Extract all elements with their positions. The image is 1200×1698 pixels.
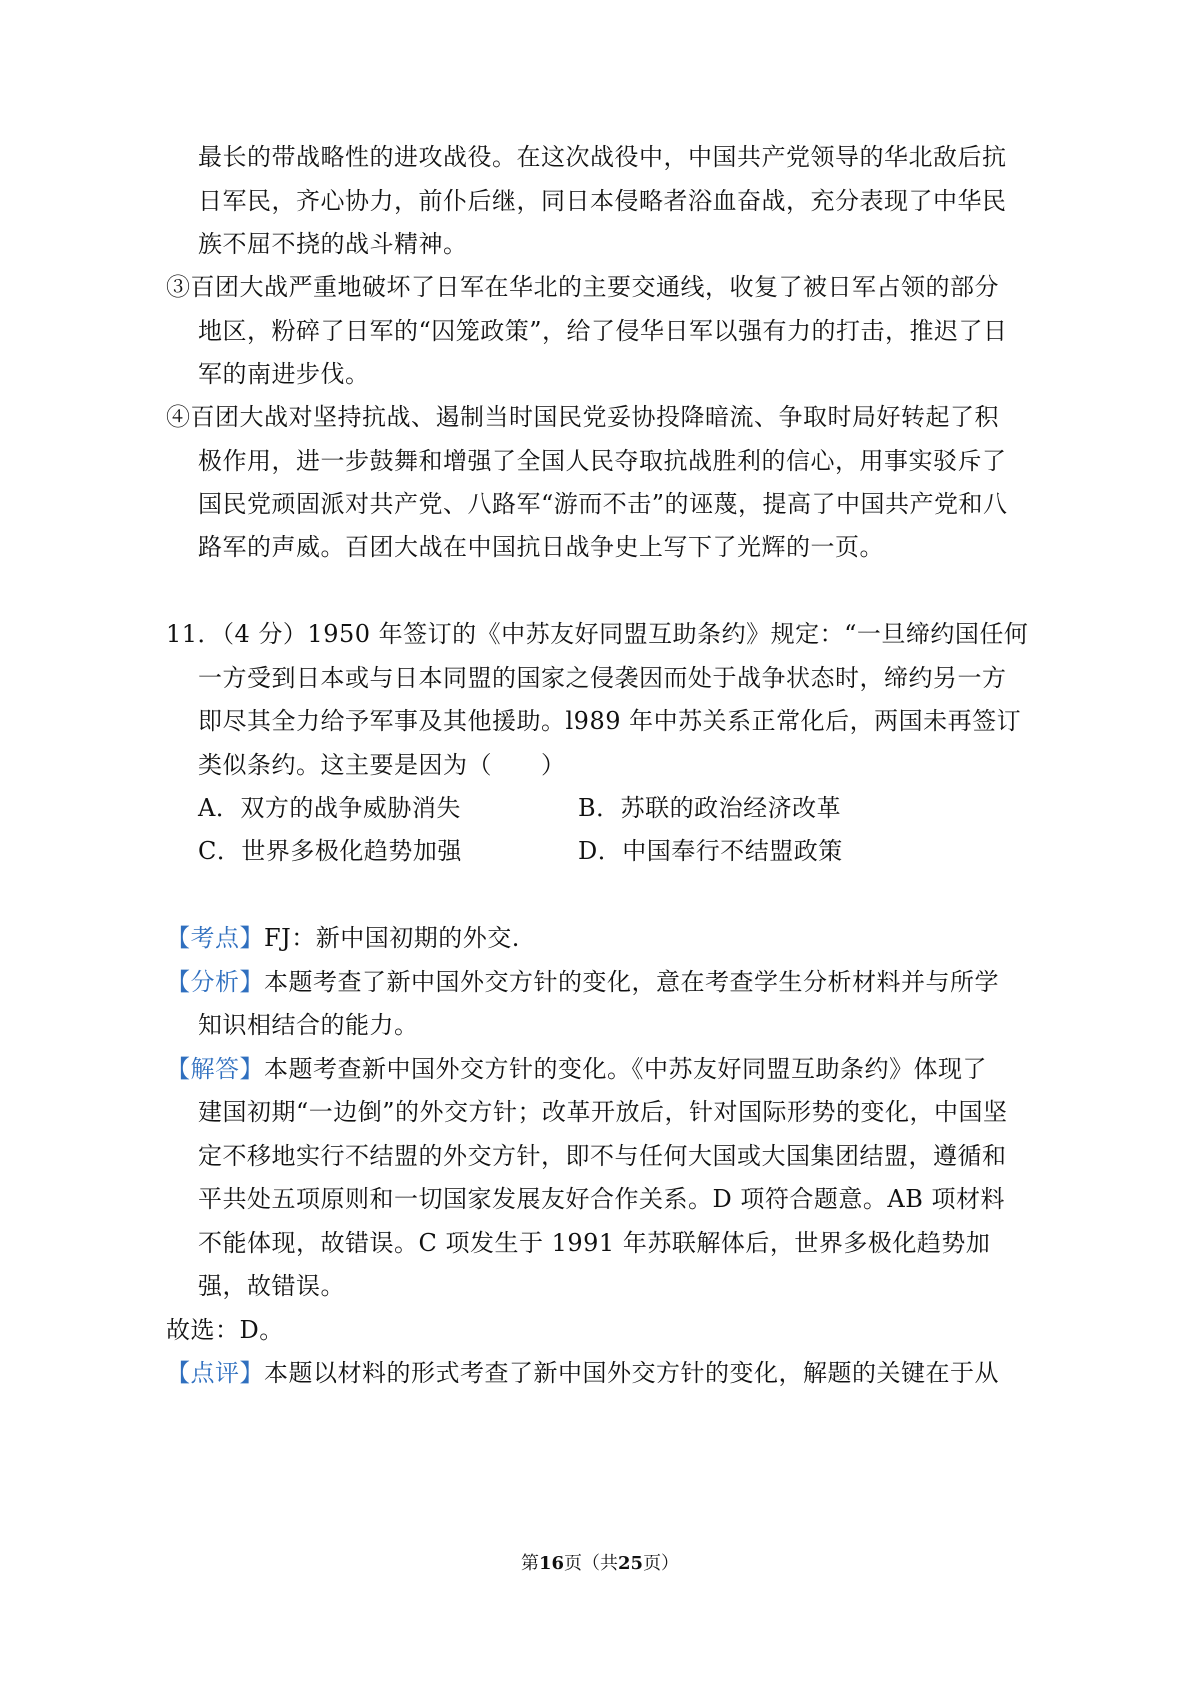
fenxi-text: 知识相结合的能力。 [198, 1011, 419, 1039]
fenxi-line [166, 965, 999, 999]
dianping-line [166, 1356, 999, 1390]
option-a: A．双方的战争威胁消失 [198, 794, 461, 822]
dianping-tag: 【点评】 [166, 1359, 264, 1387]
answer-line: 故选：D。 [166, 1316, 284, 1344]
question-stem-line: 类似条约。这主要是因为（ ） [198, 751, 566, 779]
current-page-number: 16 [538, 1553, 564, 1574]
text-line: 日军民，齐心协力，前仆后继，同日本侵略者浴血奋战，充分表现了中华民 [198, 187, 1007, 215]
text-line: 族不屈不挠的战斗精神。 [198, 230, 468, 258]
text-line: 路军的声威。百团大战在中国抗日战争史上写下了光辉的一页。 [198, 533, 884, 561]
kaodian-line [166, 921, 520, 955]
text-line: 最长的带战略性的进攻战役。在这次战役中，中国共产党领导的华北敌后抗 [198, 143, 1007, 171]
jieda-text: 平共处五项原则和一切国家发展友好合作关系。D 项符合题意。AB 项材料 [198, 1185, 1005, 1213]
text-line: 国民党顽固派对共产党、八路军“游而不击”的诬蔑，提高了中国共产党和八 [198, 490, 1008, 518]
kaodian-tag: 【考点】 [166, 924, 264, 952]
kaodian-text: FJ：新中国初期的外交. [264, 924, 520, 952]
jieda-text: 本题考查新中国外交方针的变化。《中苏友好同盟互助条约》体现了 [264, 1055, 987, 1083]
option-b: B．苏联的政治经济改革 [578, 794, 842, 822]
text-line: ④百团大战对坚持抗战、遏制当时国民党妥协投降暗流、争取时局好转起了积 [166, 403, 999, 431]
text-line: 地区，粉碎了日军的“囚笼政策”，给了侵华日军以强有力的打击，推迟了日 [198, 317, 1008, 345]
jieda-text: 强，故错误。 [198, 1272, 345, 1300]
fenxi-tag: 【分析】 [166, 968, 264, 996]
question-stem-line: 一方受到日本或与日本同盟的国家之侵袭因而处于战争状态时，缔约另一方 [198, 664, 1007, 692]
page-footer: 第16页（共25页） [520, 1553, 680, 1574]
dianping-text: 本题以材料的形式考查了新中国外交方针的变化，解题的关键在于从 [264, 1359, 999, 1387]
fenxi-text: 本题考查了新中国外交方针的变化，意在考查学生分析材料并与所学 [264, 968, 999, 996]
text-line: ③百团大战严重地破坏了日军在华北的主要交通线，收复了被日军占领的部分 [166, 273, 999, 301]
total-page-number: 25 [618, 1553, 644, 1574]
text-line: 极作用，进一步鼓舞和增强了全国人民夺取抗战胜利的信心，用事实驳斥了 [198, 447, 1007, 475]
question-stem-line: 即尽其全力给予军事及其他援助。l989 年中苏关系正常化后，两国未再签订 [198, 707, 1022, 735]
question-stem-line: 11．（4 分）1950 年签订的《中苏友好同盟互助条约》规定：“一旦缔约国任何 [166, 620, 1029, 648]
text-line: 军的南进步伐。 [198, 360, 370, 388]
jieda-text: 建国初期“一边倒”的外交方针；改革开放后，针对国际形势的变化，中国坚 [198, 1098, 1008, 1126]
option-c: C．世界多极化趋势加强 [198, 837, 462, 865]
jieda-tag: 【解答】 [166, 1055, 264, 1083]
jieda-text: 定不移地实行不结盟的外交方针，即不与任何大国或大国集团结盟，遵循和 [198, 1142, 1007, 1170]
option-d: D．中国奉行不结盟政策 [578, 837, 843, 865]
jieda-line [166, 1052, 987, 1086]
jieda-text: 不能体现，故错误。C 项发生于 1991 年苏联解体后，世界多极化趋势加 [198, 1229, 991, 1257]
